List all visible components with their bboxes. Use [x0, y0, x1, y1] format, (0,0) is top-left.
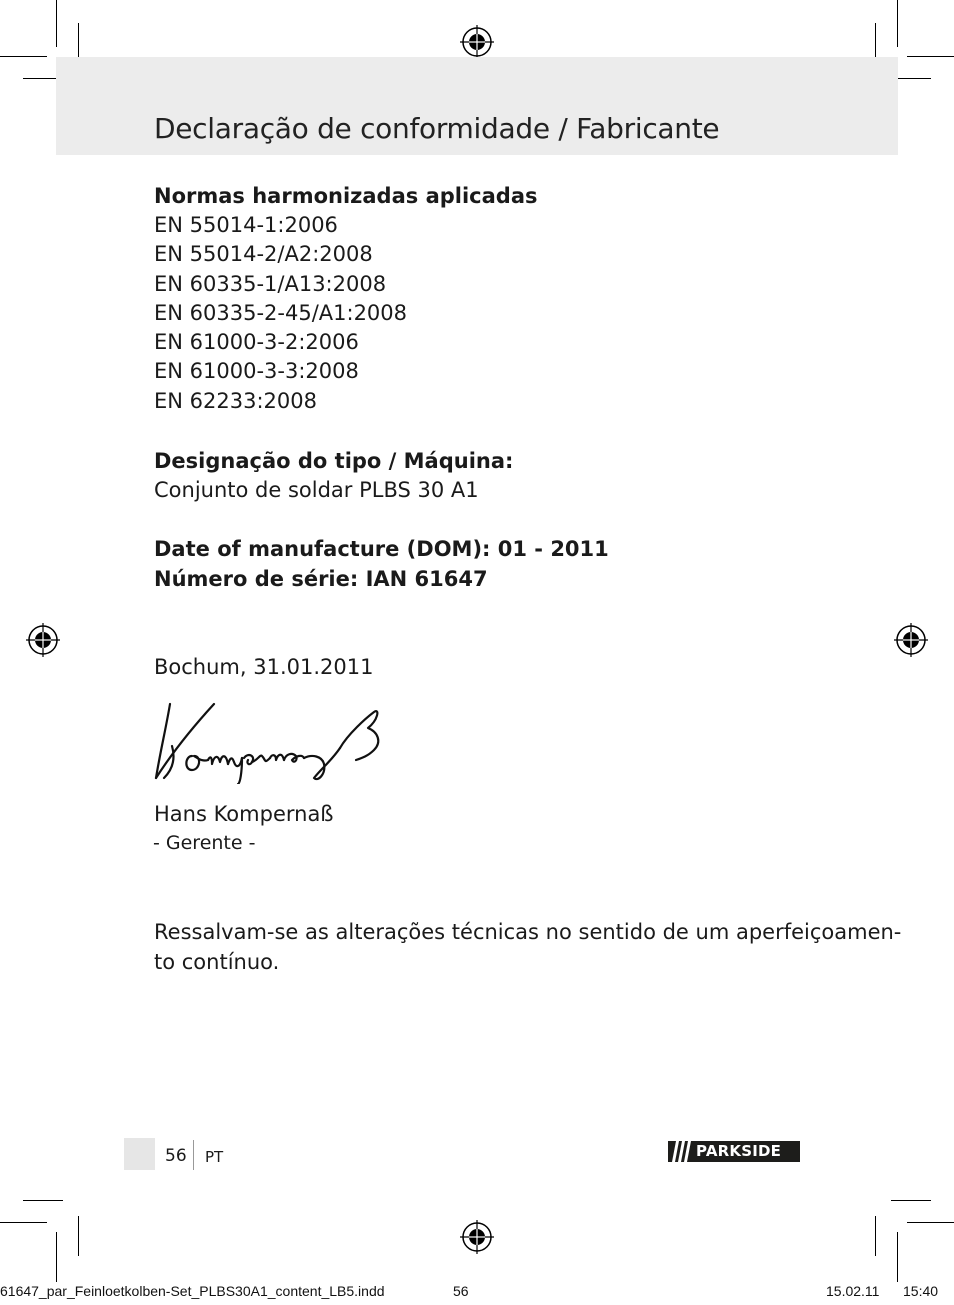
- slug-time: 15:40: [903, 1283, 939, 1299]
- standard-item: EN 61000-3-2:2006: [154, 330, 359, 355]
- signatory-name: Hans Kompernaß: [154, 802, 334, 826]
- manufacture-date: Date of manufacture (DOM): 01 - 2011: [154, 537, 609, 561]
- slug-date: 15.02.11: [826, 1283, 880, 1299]
- standard-item: EN 60335-1/A13:2008: [154, 271, 387, 296]
- page-language: PT: [205, 1148, 224, 1166]
- brand-logo: [668, 1141, 800, 1162]
- slug-filename: 61647_par_Feinloetkolben-Set_PLBS30A1_content_LB5.indd: [0, 1283, 385, 1299]
- crop-mark: [907, 1222, 954, 1223]
- standard-item: EN 60335-2-45/A1:2008: [154, 300, 408, 325]
- serial-number: Número de série: IAN 61647: [154, 567, 488, 591]
- registration-mark-icon: [460, 25, 494, 59]
- crop-mark: [56, 1232, 57, 1282]
- slug-page: 56: [453, 1283, 469, 1299]
- disclaimer-line-1: Ressalvam-se as alterações técnicas no sentido de um aperfeiçoamen-: [154, 920, 902, 944]
- crop-mark: [0, 1222, 47, 1223]
- type-heading: Designação do tipo / Máquina:: [154, 449, 514, 473]
- crop-mark: [78, 1216, 79, 1256]
- standard-item: EN 62233:2008: [154, 388, 317, 413]
- crop-mark: [23, 1200, 63, 1201]
- crop-mark: [891, 1200, 931, 1201]
- standard-item: EN 55014-1:2006: [154, 213, 338, 237]
- crop-mark: [897, 1232, 898, 1282]
- crop-mark: [0, 56, 47, 57]
- registration-mark-icon: [894, 623, 928, 657]
- signatory-role: - Gerente -: [153, 832, 256, 854]
- page-number: 56: [165, 1146, 187, 1166]
- standard-item: EN 61000-3-3:2008: [154, 359, 359, 384]
- crop-mark: [907, 56, 954, 57]
- page-title: Declaração de conformidade / Fabricante: [154, 112, 720, 145]
- registration-mark-icon: [460, 1220, 494, 1254]
- logo-slashes-icon: [672, 1141, 694, 1162]
- type-value: Conjunto de soldar PLBS 30 A1: [154, 478, 479, 502]
- crop-mark: [897, 0, 898, 47]
- brand-name: PARKSIDE: [696, 1142, 782, 1160]
- crop-mark: [56, 0, 57, 47]
- signature-image: [152, 698, 384, 784]
- standards-list: [154, 211, 407, 416]
- page-number-box: [124, 1138, 155, 1170]
- registration-mark-icon: [26, 623, 60, 657]
- place-date: Bochum, 31.01.2011: [154, 655, 374, 679]
- standard-item: EN 55014-2/A2:2008: [154, 242, 373, 267]
- footer-divider: [193, 1140, 194, 1170]
- standards-heading: Normas harmonizadas aplicadas: [154, 184, 538, 208]
- crop-mark: [875, 1216, 876, 1256]
- disclaimer-line-2: to contínuo.: [154, 950, 280, 974]
